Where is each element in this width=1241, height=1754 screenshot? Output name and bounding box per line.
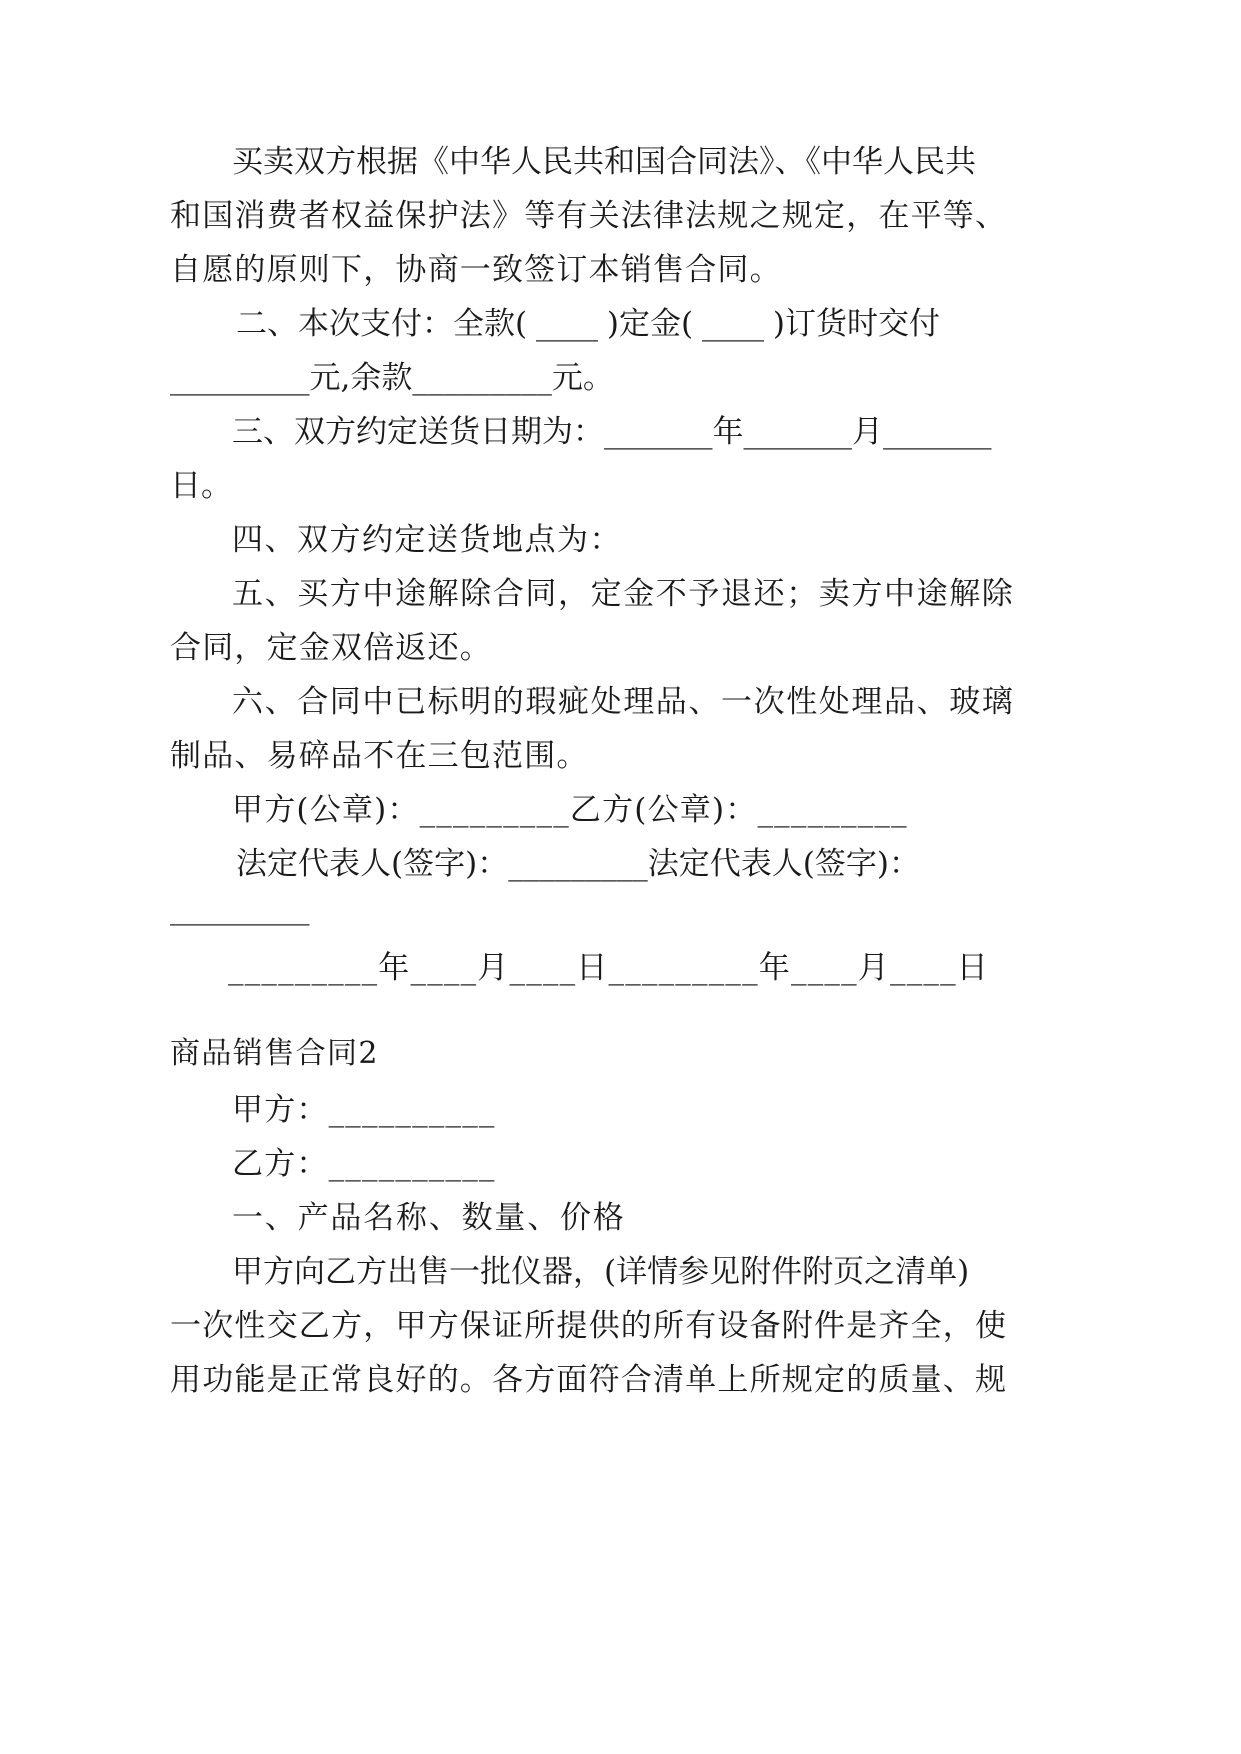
contract-2-title: 商品销售合同2 bbox=[170, 1036, 379, 1071]
clause-4: 四、双方约定送货地点为： bbox=[232, 522, 622, 558]
clause-3-line-2: 日。 bbox=[170, 468, 232, 504]
full-payment-blank: ____ bbox=[535, 306, 598, 342]
text-line: 买卖双方根据《中华人民共和国合同法》、《中华人民共 bbox=[232, 144, 976, 180]
party-a-line: 甲方：__________ bbox=[232, 1092, 496, 1128]
clause-6-line-1: 六、合同中已标明的瑕疵处理品、一次性处理品、玻璃 bbox=[232, 684, 1015, 720]
party-b-line: 乙方：__________ bbox=[232, 1146, 496, 1182]
deposit-blank: ____ bbox=[701, 306, 764, 342]
intro-line-2: 和国消费者权益保护法》等有关法律法规之规定，在平等、 bbox=[170, 198, 1008, 234]
representative-blank: _________ bbox=[170, 890, 310, 926]
para-1-line-1 bbox=[232, 1252, 970, 1292]
clause-5-line-2: 合同，定金双倍返还。 bbox=[170, 630, 492, 666]
representative-left: 法定代表人(签字)：_________ bbox=[236, 846, 648, 882]
para-1-line-2: 一次性交乙方，甲方保证所提供的所有设备附件是齐全，使 bbox=[170, 1308, 1008, 1344]
intro-line-1 bbox=[232, 142, 976, 182]
clause-2-line-2: _________元,余款_________元。 bbox=[170, 360, 614, 396]
text-line: 三、双方约定送货日期为：_______年_______月_______ bbox=[232, 414, 992, 450]
clause-2-line-1 bbox=[236, 304, 940, 344]
text-line: 甲方向乙方出售一批仪器，(详情参见附件附页之清单) bbox=[232, 1254, 970, 1290]
heading-product-info: 一、产品名称、数量、价格 bbox=[232, 1200, 626, 1236]
clause-3-line-1 bbox=[232, 412, 992, 452]
clause-2-prefix: 二、本次支付：全款( bbox=[236, 306, 528, 342]
clause-5-line-1: 五、买方中途解除合同，定金不予退还；卖方中途解除 bbox=[232, 576, 1015, 612]
date-line: _________年____月____日_________年____月____日 bbox=[228, 950, 989, 986]
para-1-line-3: 用功能是正常良好的。各方面符合清单上所规定的质量、规 bbox=[170, 1362, 1008, 1398]
seal-line: 甲方(公章)：_________乙方(公章)：_________ bbox=[232, 792, 908, 828]
representatives-line bbox=[236, 844, 920, 884]
clause-2-suffix: )订货时交付 bbox=[772, 306, 940, 342]
intro-line-3: 自愿的原则下，协商一致签订本销售合同。 bbox=[170, 252, 782, 288]
clause-6-line-2: 制品、易碎品不在三包范围。 bbox=[170, 738, 589, 774]
clause-2-mid: )定金( bbox=[606, 306, 694, 342]
representative-right: 法定代表人(签字)： bbox=[647, 846, 920, 882]
